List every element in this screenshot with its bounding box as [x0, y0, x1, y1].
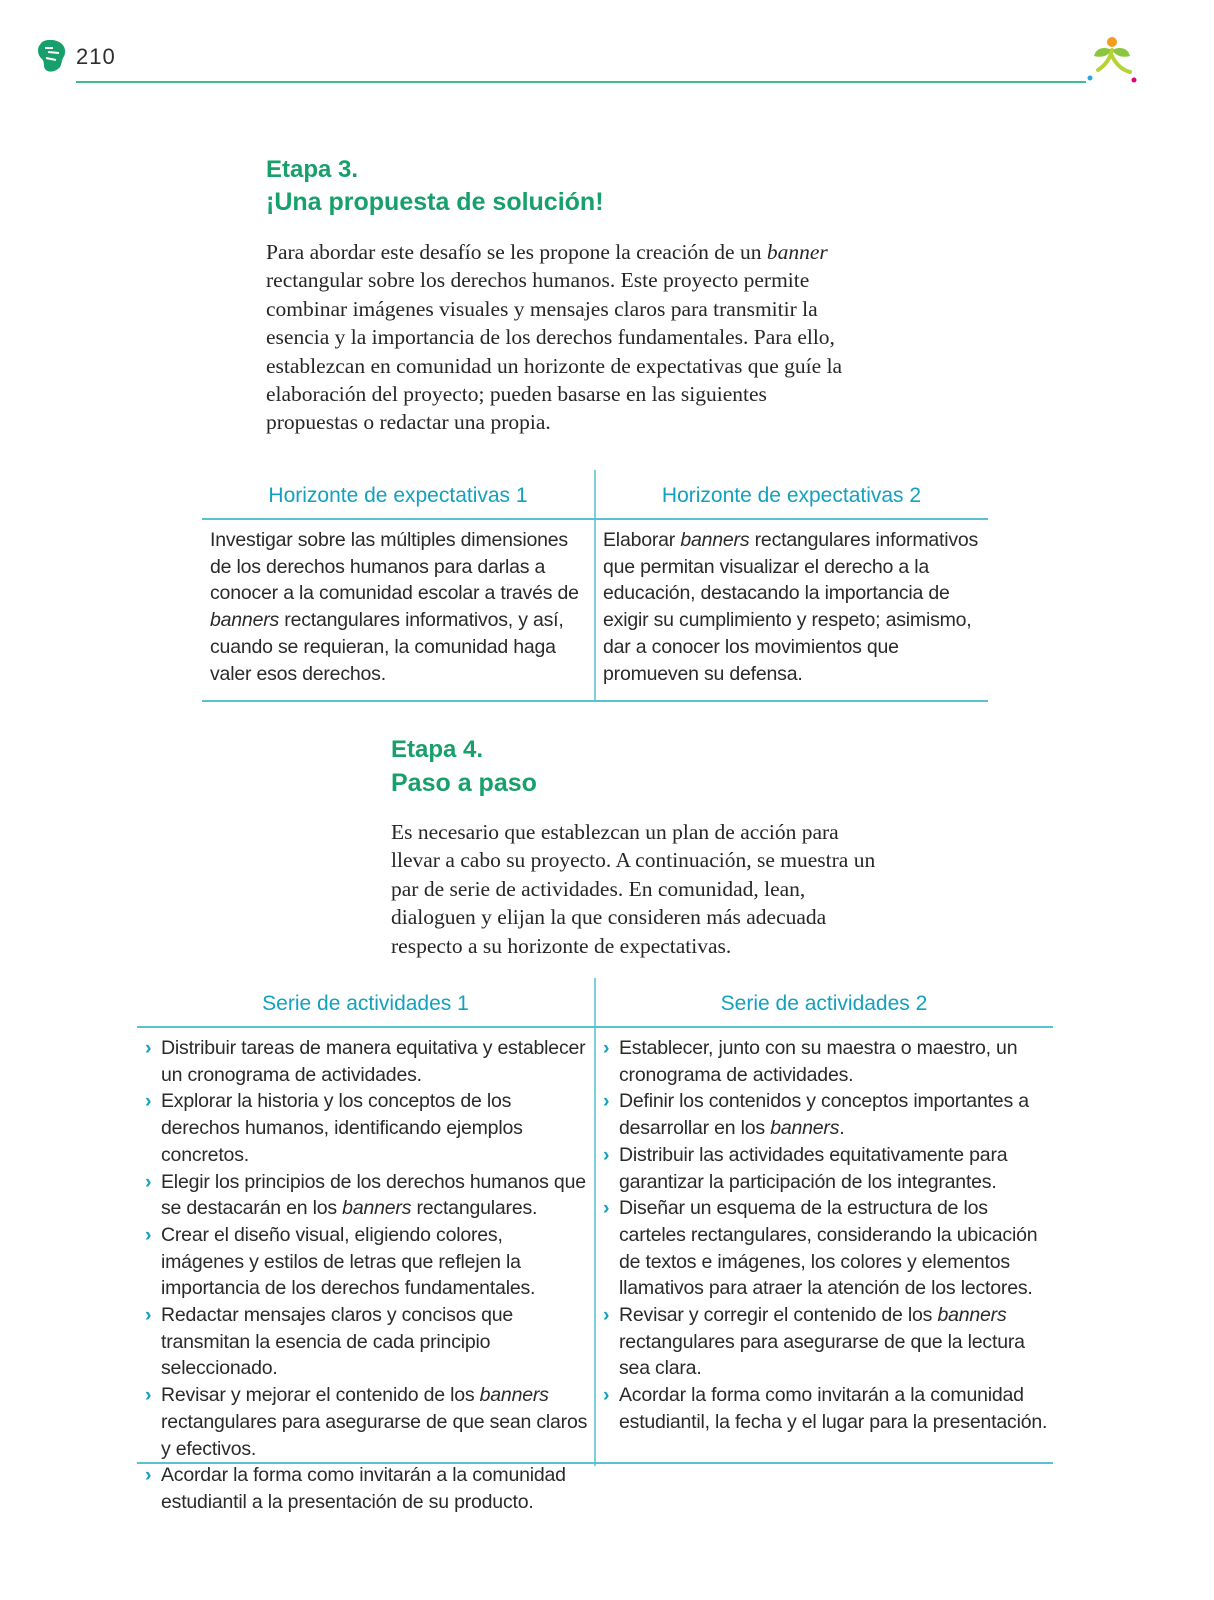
activities-header-2: Serie de actividades 2 — [720, 992, 928, 1015]
activity-item — [137, 1088, 589, 1168]
page-header — [0, 0, 1214, 100]
activity-item — [595, 1088, 1051, 1141]
italic-term: banner — [766, 240, 828, 264]
text-run: rectangulares informativos que permitan visualizar el derecho a la educación, destacando la importancia de exigir su cumplimiento y respeto; asimismo, dar a conocer los movimientos que promueven su defensa. — [603, 529, 979, 685]
text-run: rectangulares informativos, y así, cuando se requieran, la comunidad haga valer esos derechos. — [210, 609, 564, 685]
text-run: Establecer, junto con su maestra o maestro, un cronograma de actividades. — [619, 1037, 1018, 1086]
italic-term: banners — [479, 1384, 549, 1407]
activity-item — [137, 1302, 589, 1382]
leaf-map-icon — [36, 38, 68, 74]
expectations-header-2: Horizonte de expectativas 2 — [661, 484, 922, 507]
text-run: Investigar sobre las múltiples dimensiones de los derechos humanos para darlas a conocer a la comunidad escolar a través de — [210, 529, 579, 605]
text-run: Acordar la forma como invitarán a la comunidad estudiantil, la fecha y el lugar para la presentación. — [619, 1384, 1048, 1433]
stage4-title: Etapa 4. — [391, 736, 484, 763]
text-run: . — [839, 1117, 845, 1140]
activity-item — [137, 1169, 589, 1222]
text-run: Redactar mensajes claros y concisos que transmitan la esencia de cada principio seleccionado. — [161, 1304, 514, 1380]
activities-list-1 — [137, 1035, 589, 1516]
activity-item — [137, 1462, 589, 1515]
italic-term: banners — [210, 609, 280, 632]
activities-series-1 — [137, 1035, 589, 1516]
table-bottom-rule — [202, 700, 988, 702]
italic-term: banners — [680, 529, 750, 551]
stage3-paragraph — [266, 238, 862, 437]
text-run: Revisar y mejorar el contenido de los — [161, 1384, 480, 1407]
stage3-title: Etapa 3. — [266, 156, 359, 183]
text-run: Distribuir tareas de manera equitativa y establecer un cronograma de actividades. — [161, 1037, 586, 1086]
activity-item — [595, 1142, 1051, 1195]
expectations-table — [202, 470, 988, 702]
italic-term: banners — [770, 1117, 840, 1140]
activity-item — [137, 1035, 589, 1088]
activity-item — [595, 1035, 1051, 1088]
text-run: Elegir los principios de los derechos humanos que se destacarán en los — [161, 1170, 586, 1220]
activity-item — [595, 1382, 1051, 1435]
text-run: rectangulares para asegurarse de que sean claros y efectivos. — [161, 1410, 588, 1460]
table-header-rule — [202, 518, 988, 520]
activity-item — [595, 1195, 1051, 1302]
activity-item — [137, 1382, 589, 1462]
text-run: rectangulares para asegurarse de que la lectura sea clara. — [619, 1330, 1025, 1380]
italic-term: banners — [937, 1304, 1007, 1327]
text-run: Revisar y corregir el contenido de los — [619, 1304, 938, 1327]
activities-table — [137, 978, 1053, 1513]
stage3-subtitle: ¡Una propuesta de solución! — [266, 188, 604, 216]
activity-item — [137, 1222, 589, 1302]
header-divider — [76, 81, 1086, 83]
page-number: 210 — [76, 44, 116, 69]
text-run: rectangular sobre los derechos humanos. Este proyecto permite combinar imágenes visuales y mensajes claros para transmitir la esencia y la importancia de los derechos fundamentales. Para ello, establezcan en comunidad un horizonte de expectativas que guíe la elaboración del proyecto; pueden basarse en las siguientes propuestas o redactar una propia. — [266, 268, 843, 435]
text-run: Distribuir las actividades equitativamente para garantizar la participación de los integrantes. — [619, 1143, 1008, 1193]
expectations-header-1: Horizonte de expectativas 1 — [268, 484, 528, 507]
text-run: Es necesario que establezcan un plan de acción para llevar a cabo su proyecto. A continuación, se muestra un par de serie de actividades. En comunidad, lean, dialoguen y elijan la que consideren más adecuada respecto a su horizonte de expectativas. — [391, 820, 876, 958]
activities-list-2 — [595, 1035, 1051, 1436]
text-run: Diseñar un esquema de la estructura de los carteles rectangulares, considerando la ubicación de textos e imágenes, los colores y elementos llamativos para atraer la atención de los lectores. — [619, 1197, 1038, 1300]
stage4-paragraph — [391, 818, 887, 960]
activities-header-1: Serie de actividades 1 — [262, 992, 469, 1015]
text-run: Para abordar este desafío se les propone la creación de un — [266, 240, 767, 264]
text-run: Explorar la historia y los conceptos de los derechos humanos, identificando ejemplos concretos. — [161, 1090, 523, 1166]
person-sprout-logo-icon — [1086, 34, 1138, 86]
text-run: Crear el diseño visual, eligiendo colores, imágenes y estilos de letras que reflejen la importancia de los derechos fundamentales. — [161, 1223, 536, 1300]
activities-series-2 — [595, 1035, 1051, 1436]
stage4-subtitle: Paso a paso — [391, 769, 537, 797]
text-run: Acordar la forma como invitarán a la comunidad estudiantil a la presentación de su producto. — [161, 1464, 566, 1513]
italic-term: banners — [342, 1197, 412, 1220]
expectations-cell-1 — [210, 527, 588, 687]
text-run: Elaborar — [603, 529, 681, 551]
activity-item — [595, 1302, 1051, 1382]
text-run: rectangulares. — [411, 1197, 538, 1220]
expectations-cell-2 — [603, 527, 981, 687]
text-run: Definir los contenidos y conceptos importantes a desarrollar en los — [619, 1090, 1029, 1140]
table-header-rule — [137, 1026, 1053, 1028]
